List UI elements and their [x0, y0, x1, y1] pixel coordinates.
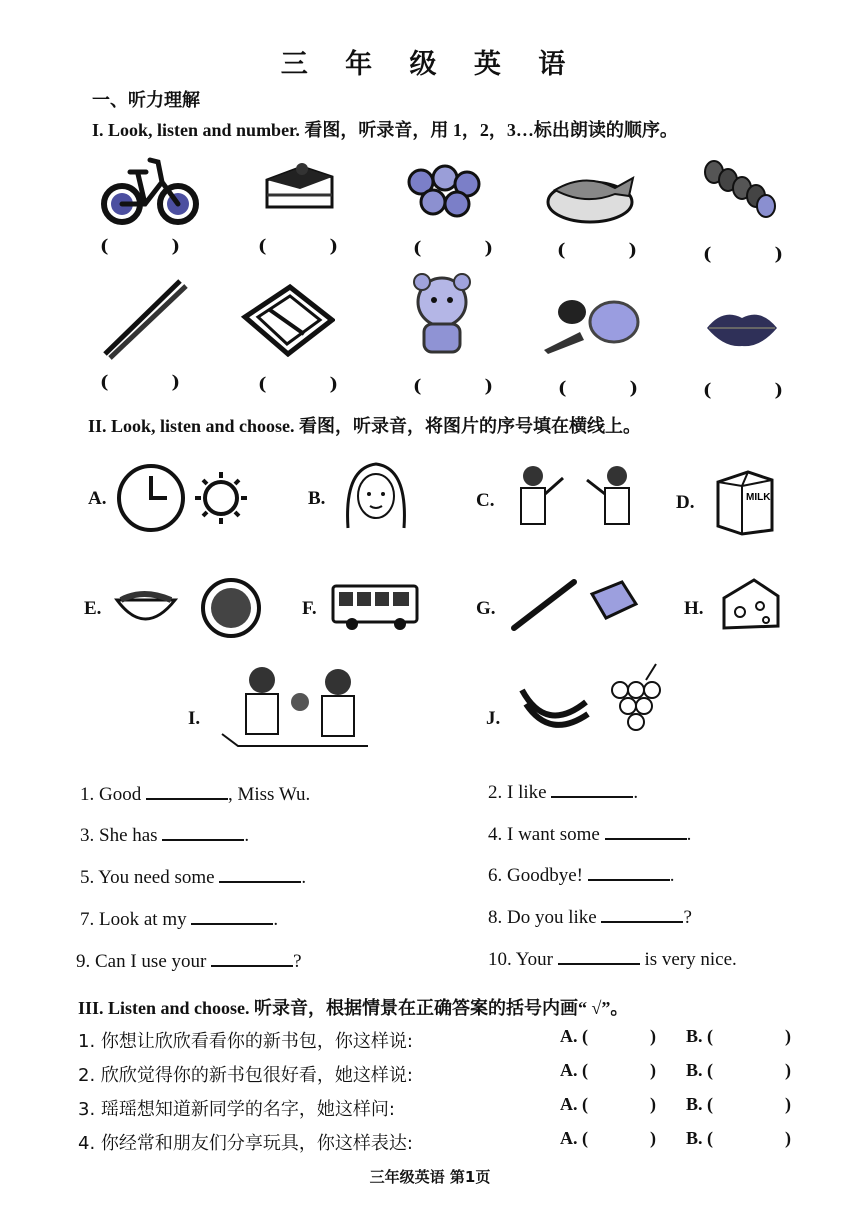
milk-carton-icon: [712, 466, 777, 536]
answer-paren[interactable]: ( ): [703, 380, 783, 401]
chopsticks-icon: [100, 276, 190, 361]
fill-question: 4. I want some .: [488, 820, 691, 846]
situation-question: 4. 你经常和朋友们分享玩具，你这样表达:: [78, 1133, 413, 1154]
box-icon: [240, 282, 335, 357]
answer-blank[interactable]: [211, 947, 293, 967]
page-footer: 三年级英语 第1页: [369, 1168, 491, 1186]
bus-icon: [330, 582, 422, 632]
option-letter-e: E.: [84, 598, 102, 619]
pen-eraser-icon: [510, 574, 640, 634]
fill-question: 7. Look at my .: [80, 905, 278, 931]
choice-b[interactable]: B. ( ): [686, 1026, 791, 1046]
fill-question: 6. Goodbye! .: [488, 861, 674, 887]
choice-a[interactable]: A. ( ): [560, 1026, 656, 1046]
cake-icon: [262, 155, 337, 215]
answer-blank[interactable]: [191, 905, 273, 925]
fill-question: 2. I like .: [488, 778, 638, 804]
grapes-icon: [405, 160, 483, 220]
fish-plate-icon: [545, 160, 637, 225]
option-letter-h: H.: [684, 598, 704, 619]
fill-question: 9. Can I use your ?: [76, 947, 302, 973]
situation-question: 1. 你想让欣欣看看你的新书包，你这样说:: [78, 1031, 413, 1052]
food-plate-icon: [540, 292, 640, 357]
answer-paren[interactable]: ( ): [100, 372, 180, 393]
part2-instruction: II. Look, listen and choose. 看图，听录音，将图片的序号填在横线上。: [88, 416, 642, 436]
answer-blank[interactable]: [146, 780, 228, 800]
children-waving-icon: [505, 460, 645, 530]
fill-question: 5. You need some .: [80, 863, 306, 889]
answer-blank[interactable]: [605, 820, 687, 840]
bananas-grapes-icon: [516, 660, 671, 740]
choice-a[interactable]: A. ( ): [560, 1128, 656, 1148]
choice-a[interactable]: A. ( ): [560, 1060, 656, 1080]
fill-question: 10. Your is very nice.: [488, 945, 737, 971]
situation-question: 3. 瑶瑶想知道新同学的名字，她这样问:: [78, 1099, 395, 1120]
fill-question: 1. Good , Miss Wu.: [80, 780, 310, 806]
page-title: 三 年 级 英 语: [280, 49, 580, 80]
option-letter-j: J.: [486, 708, 501, 729]
svg-text:MILK: MILK: [746, 492, 771, 503]
noodles-bowl-icon: [113, 578, 268, 638]
part3-instruction: III. Listen and choose. 听录音，根据情景在正确答案的括号内画“ √”。: [78, 998, 629, 1018]
answer-blank[interactable]: [219, 863, 301, 883]
option-letter-c: C.: [476, 490, 495, 511]
option-letter-a: A.: [88, 488, 107, 509]
answer-blank[interactable]: [601, 903, 683, 923]
answer-paren[interactable]: ( ): [413, 238, 493, 259]
option-letter-i: I.: [188, 708, 201, 729]
section-heading-listening: 一、听力理解: [92, 90, 200, 111]
answer-blank[interactable]: [551, 778, 633, 798]
fill-question: 3. She has .: [80, 821, 249, 847]
option-letter-d: D.: [676, 492, 695, 513]
option-letter-g: G.: [476, 598, 496, 619]
answer-paren[interactable]: ( ): [703, 244, 783, 265]
answer-paren[interactable]: ( ): [558, 378, 638, 399]
answer-paren[interactable]: ( ): [258, 374, 338, 395]
sausage-slices-icon: [702, 158, 777, 220]
choice-b[interactable]: B. ( ): [686, 1094, 791, 1114]
situation-question: 2. 欣欣觉得你的新书包很好看，她这样说:: [78, 1065, 413, 1086]
answer-paren[interactable]: ( ): [100, 236, 180, 257]
answer-paren[interactable]: ( ): [413, 376, 493, 397]
answer-blank[interactable]: [162, 821, 244, 841]
choice-b[interactable]: B. ( ): [686, 1128, 791, 1148]
girl-face-icon: [340, 458, 412, 536]
answer-blank[interactable]: [588, 861, 670, 881]
part1-instruction: I. Look, listen and number. 看图，听录音，用 1，2，3…标出朗读的顺序。: [92, 120, 678, 140]
answer-paren[interactable]: ( ): [258, 236, 338, 257]
answer-paren[interactable]: ( ): [557, 240, 637, 261]
sharing-toys-icon: [218, 662, 383, 750]
lips-icon: [705, 308, 779, 348]
choice-a[interactable]: A. ( ): [560, 1094, 656, 1114]
option-letter-b: B.: [308, 488, 326, 509]
teddy-bear-icon: [408, 272, 476, 357]
cheese-icon: [720, 576, 782, 632]
clock-sun-icon: [115, 462, 250, 534]
option-letter-f: F.: [302, 598, 317, 619]
answer-blank[interactable]: [558, 945, 640, 965]
choice-b[interactable]: B. ( ): [686, 1060, 791, 1080]
bicycle-icon: [100, 152, 200, 227]
fill-question: 8. Do you like ?: [488, 903, 692, 929]
